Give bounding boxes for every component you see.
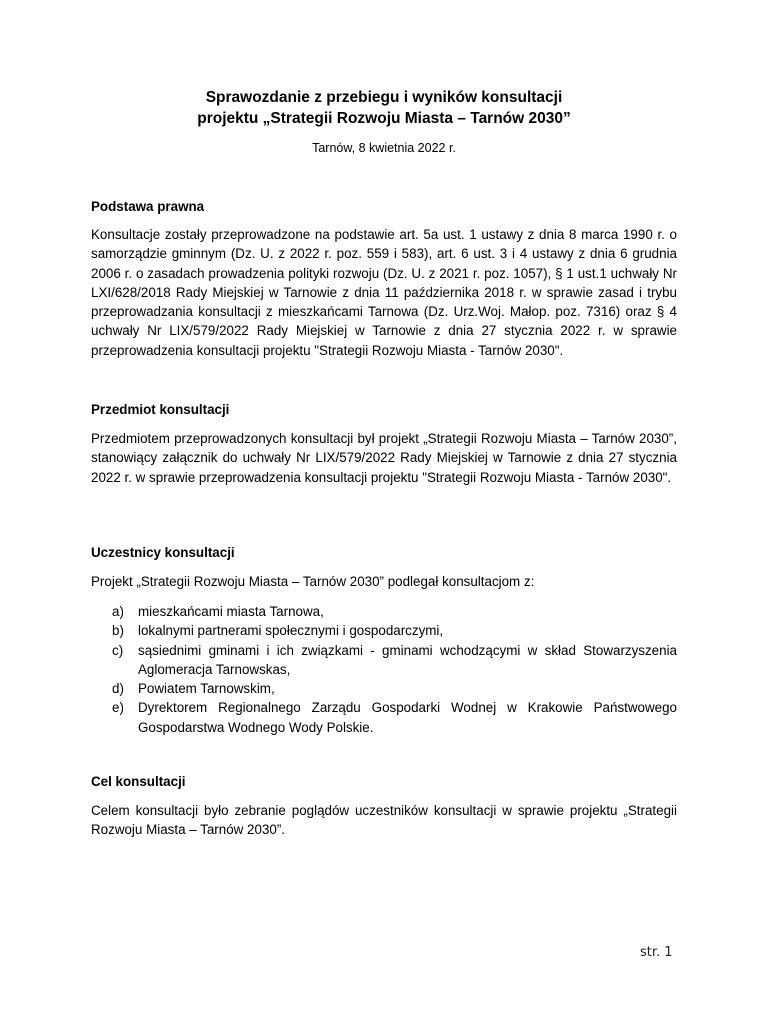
list-item — [91, 641, 677, 680]
list-item-text: lokalnymi partnerami społecznymi i gospodarczymi, — [138, 623, 444, 639]
section-heading-subject: Przedmiot konsultacji — [91, 402, 230, 417]
section-body-purpose: Celem konsultacji było zebranie poglądów uczestników konsultacji w sprawie projektu „Strategii Rozwoju Miasta – Tarnów 2030”. — [91, 803, 677, 838]
list-item-text: Powiatem Tarnowskim, — [138, 681, 275, 697]
list-item-text: sąsiednimi gminami i ich związkami - gminami wchodzącymi w skład Stowarzyszenia Aglomeracja Tarnowskas, — [138, 642, 677, 677]
list-item — [91, 679, 677, 698]
document-date: Tarnów, 8 kwietnia 2022 r. — [312, 141, 456, 155]
section-heading-legal-basis: Podstawa prawna — [91, 199, 205, 214]
list-item-marker: c) — [112, 642, 124, 658]
list-item-text: mieszkańcami miasta Tarnowa, — [138, 604, 324, 619]
list-item-marker: d) — [112, 681, 124, 697]
list-item — [91, 602, 677, 621]
list-item-marker: e) — [112, 700, 124, 716]
section-body-subject: Przedmiotem przeprowadzonych konsultacji był projekt „Strategii Rozwoju Miasta – Tarnów 2030”, stanowiący załącznik do uchwały Nr LIX/579/2022 Rady Miejskiej w Tarnowie z dnia 27 stycznia 2022 r. w sprawie przeprowadzenia konsultacji projektu "Strategii Rozwoju Miasta - Tarnów 2030". — [91, 431, 677, 485]
list-item — [91, 621, 677, 640]
list-item-text: Dyrektorem Regionalnego Zarządu Gospodarki Wodnej w Krakowie Państwowego Gospodarstwa Wodnego Wody Polskie. — [138, 700, 677, 735]
section-heading-participants: Uczestnicy konsultacji — [91, 545, 235, 560]
list-item-marker: a) — [112, 604, 124, 619]
section-body-legal-basis: Konsultacje zostały przeprowadzone na podstawie art. 5a ust. 1 ustawy z dnia 8 marca 1990 r. o samorządzie gminnym (Dz. U. z 2022 r. poz. 559 i 583), art. 6 ust. 3 i 4 ustawy z dnia 6 grudnia 2006 r. o zasadach prowadzenia polityki rozwoju (Dz. U. z 2021 r. poz. 1057), § 1 ust.1 uchwały Nr LXI/628/2018 Rady Miejskiej w Tarnowie z dnia 11 października 2018 r. w sprawie zasad i trybu przeprowadzania konsultacji z mieszkańcami Tarnowa (Dz. Urz.Woj. Małop. poz. 7316) oraz § 4 uchwały Nr LIX/579/2022 Rady Miejskiej w Tarnowie z dnia 27 stycznia 2022 r. w sprawie przeprowadzenia konsultacji projektu "Strategii Rozwoju Miasta - Tarnów 2030". — [91, 227, 677, 358]
section-heading-purpose: Cel konsultacji — [91, 774, 186, 789]
list-item — [91, 698, 677, 737]
document-title-line-2: projektu „Strategii Rozwoju Miasta – Tarnów 2030” — [197, 110, 571, 127]
section-body-participants: Projekt „Strategii Rozwoju Miasta – Tarnów 2030” podlegał konsultacjom z: — [91, 574, 535, 589]
participants-list — [91, 602, 677, 737]
list-item-marker: b) — [112, 623, 124, 639]
document-title-line-1: Sprawozdanie z przebiegu i wyników konsultacji — [205, 89, 563, 106]
page-number: str. 1 — [640, 945, 673, 960]
